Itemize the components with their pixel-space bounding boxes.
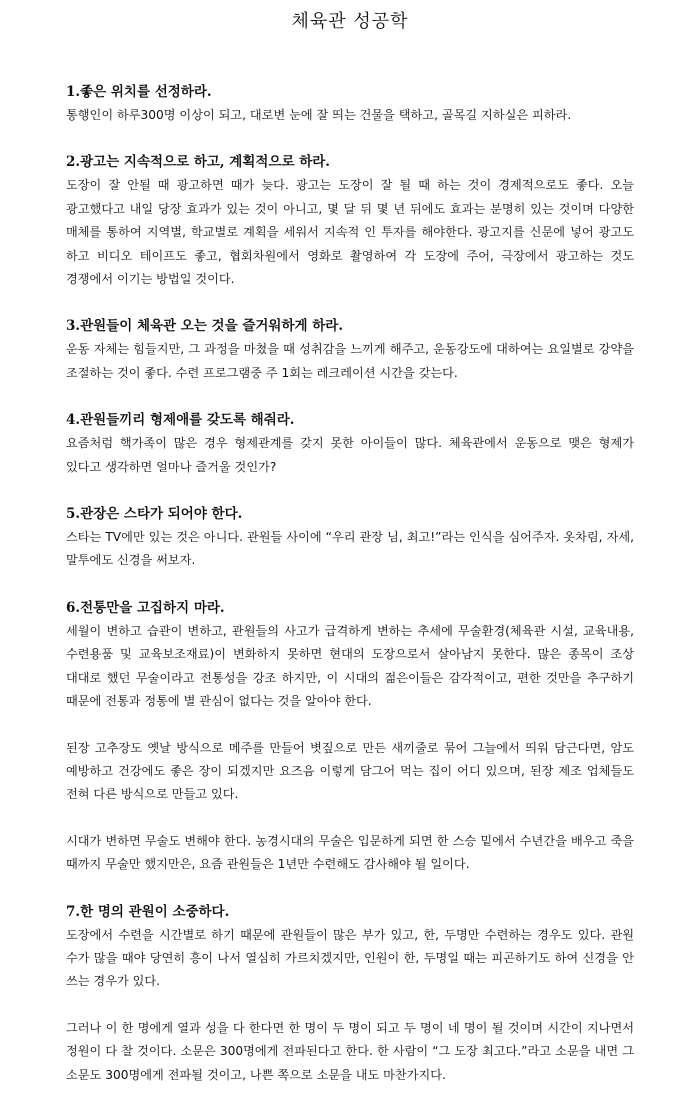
section-2 (66, 150, 634, 291)
section-heading: 6.전통만을 고집하지 마라. (66, 599, 225, 616)
section-7 (66, 900, 634, 1087)
section-paragraph: 도장에서 수련을 시간별로 하기 때문에 관원들이 많은 부가 있고, 한, 두명만 수련하는 경우도 있다. 관원 수가 많을 때야 당연히 흥이 나서 열심히 가르치겠지만, 인원이 한, 두명일 때는 피곤하기도 하여 신경을 안 쓰는 경우가 있다. (66, 927, 634, 989)
section-paragraph: 통행인이 하루300명 이상이 되고, 대로변 눈에 잘 띄는 건물을 택하고, 골목길 지하실은 피하라. (66, 108, 572, 122)
section-heading: 2.광고는 지속적으로 하고, 계획적으로 하라. (66, 154, 330, 171)
section-paragraph: 운동 자체는 힘들지만, 그 과정을 마쳤을 때 성취감을 느끼게 해주고, 운동강도에 대하여는 요일별로 강약을 조절하는 것이 좋다. 수련 프로그램중 주 1회는 레크레이션 시간을 갖는다. (66, 342, 634, 380)
section-heading: 4.관원들끼리 형제애를 갖도록 해줘라. (66, 412, 295, 429)
section-5 (66, 502, 634, 573)
section-3 (66, 314, 634, 385)
document-title: 체육관 성공학 (291, 11, 409, 32)
section-paragraph: 시대가 변하면 무술도 변해야 한다. 농경시대의 무술은 입문하게 되면 한 스승 밑에서 수년간을 배우고 죽을 때까지 무술만 했지만은, 요즘 관원들은 1년만 수련해도 감사해야 될 일이다. (66, 833, 634, 872)
section-paragraph: 된장 고추장도 옛날 방식으로 메주를 만들어 볏짚으로 만든 새끼줄로 묶어 그늘에서 띄워 담근다면, 암도 예방하고 건강에도 좋은 장이 되겠지만 요즈음 이렇게 담그어 먹는 집이 어디 있으며, 된장 제조 업체들도 전혀 다른 방식으로 만들고 있다. (66, 740, 634, 802)
section-paragraph: 스타는 TV에만 있는 것은 아니다. 관원들 사이에 “우리 관장 님, 최고!”라는 인식을 심어주자. 옷차림, 자세, 말투에도 신경을 써보자. (66, 530, 634, 568)
section-4 (66, 408, 634, 479)
section-heading: 7.한 명의 관원이 소중하다. (66, 903, 230, 920)
section-paragraph: 도장이 잘 안될 때 광고하면 때가 늦다. 광고는 도장이 잘 될 때 하는 것이 경제적으로도 좋다. 오늘 광고했다고 내일 당장 효과가 있는 것이 아니고, 몇 달 뒤 몇 년 뒤에도 효과는 분명히 있는 것이며 다양한 매체를 통하여 지역별, 학교별로 계획을 세워서 지속적 인 투자를 해야한다. 광고지를 신문에 넣어 광고도 하고 비디오 테이프도 좋고, 협회차원에서 영화로 촬영하여 각 도장에 주어, 극장에서 광고하는 것도 경쟁에서 이기는 방법일 것이다. (66, 178, 634, 287)
section-paragraph: 그러나 이 한 명에게 열과 성을 다 한다면 한 명이 두 명이 되고 두 명이 네 명이 될 것이며 시간이 지나면서 정원이 다 찰 것이다. 소문은 300명에게 전파된다고 한다. 한 사람이 “그 도장 최고다.”라고 소문을 내면 그 소문도 300명에게 전파될 것이고, 나쁜 쪽으로 소문을 내도 마찬가지다. (66, 1020, 634, 1082)
section-heading: 3.관원들이 체육관 오는 것을 즐거워하게 하라. (66, 318, 344, 335)
section-paragraph: 요즘처럼 핵가족이 많은 경우 형제관계를 갖지 못한 아이들이 많다. 체육관에서 운동으로 맺은 형제가 있다고 생각하면 얼마나 즐거울 것인가? (66, 436, 634, 474)
section-1 (66, 80, 634, 127)
section-heading: 1.좋은 위치를 선정하라. (66, 84, 212, 100)
section-heading: 5.관장은 스타가 되어야 한다. (66, 506, 243, 523)
section-6 (66, 596, 634, 877)
section-paragraph: 세월이 변하고 습관이 변하고, 관원들의 사고가 급격하게 변하는 추세에 무술환경(체육관 시설, 교육내용, 수련용품 및 교육보조재료)이 변화하지 못하면 현대의 도장으로서 살아남지 못한다. 많은 종목이 조상 대대로 했던 무술이라고 전통성을 강조 하지만, 이 시대의 젊은이들은 감각적이고, 편한 것만을 추구하기 때문에 전통과 정통에 별 관심이 없다는 것을 알아야 한다. (66, 623, 634, 709)
